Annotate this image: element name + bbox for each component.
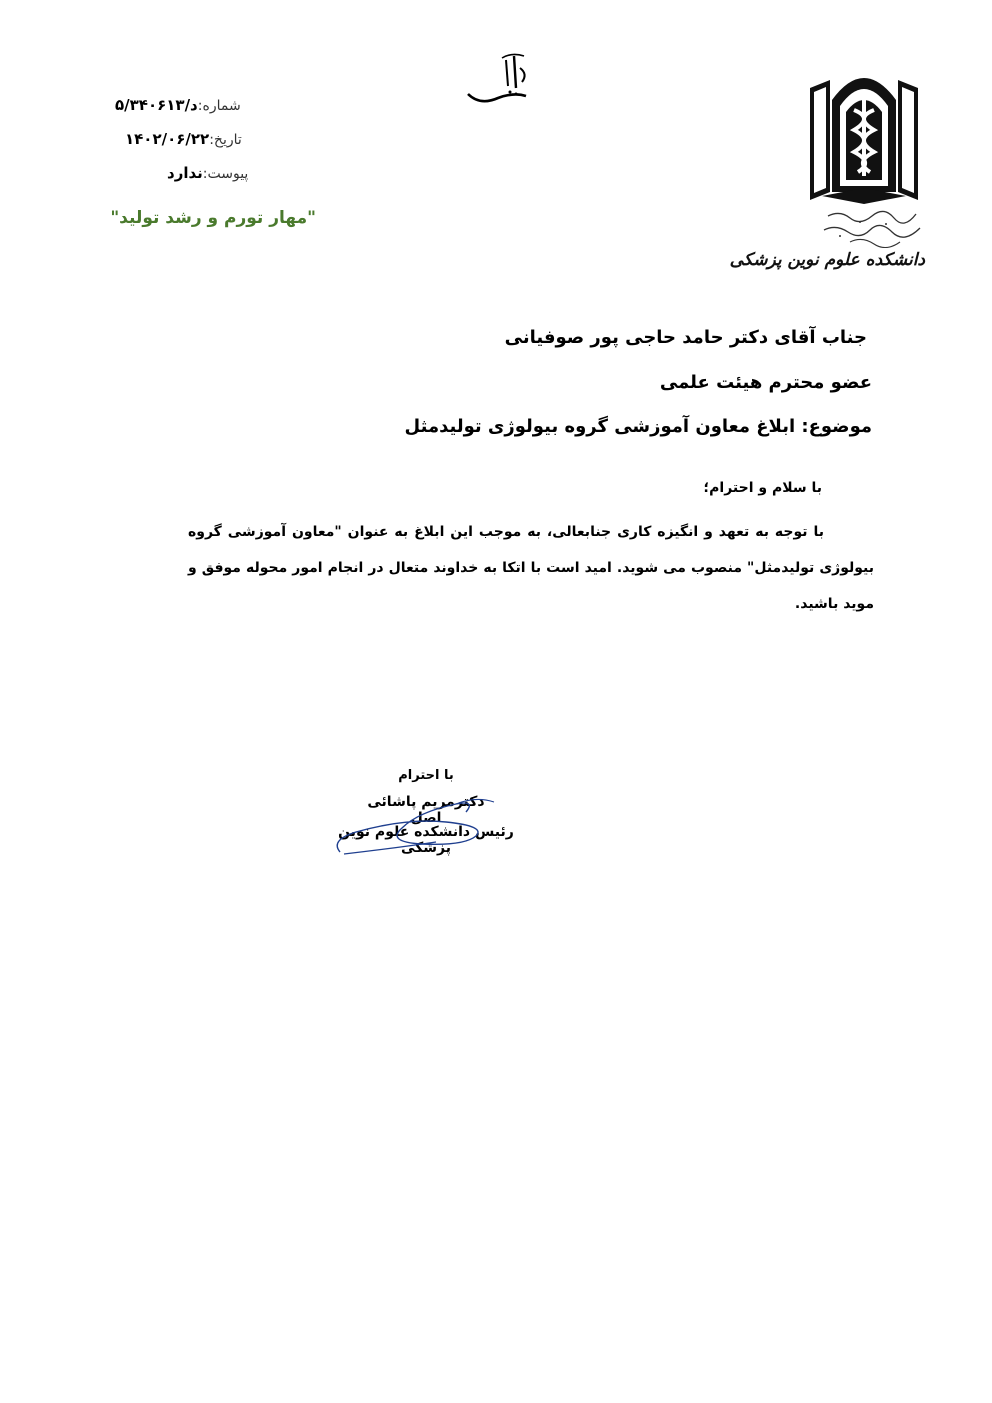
letter-body	[188, 514, 874, 622]
letter-body-text: با توجه به تعهد و انگیزه کاری جنابعالی، به موجب این ابلاغ به عنوان "معاون آموزشی گروه بیولوژی تولیدمثل" منصوب می شوید. امید است با اتکا به خداوند متعال در انجام امور محوله موفق و موید باشید.	[188, 524, 874, 612]
letter-number-label: شماره:	[197, 98, 241, 114]
signer-name: دکترمریم پاشائی اصل	[367, 794, 485, 826]
bismillah-calligraphy-icon	[462, 48, 534, 110]
signer-title: رئیس دانشکده علوم نوین پزشکی	[338, 824, 514, 856]
letter-date-value: ۱۴۰۲/۰۶/۲۲	[125, 130, 210, 148]
closing-phrase: با احترام	[398, 768, 454, 783]
letter-attachment-label: پیوست:	[202, 166, 249, 182]
letter-subject: موضوع: ابلاغ معاون آموزشی گروه بیولوژی تولیدمثل	[404, 416, 872, 437]
letter-number-row	[115, 96, 255, 126]
greeting: با سلام و احترام؛	[703, 480, 822, 496]
university-script-logo	[820, 208, 932, 248]
letter-attachment-row	[115, 164, 255, 194]
addressee: جناب آقای دکتر حامد حاجی پور صوفیانی	[504, 327, 867, 348]
letter-date-label: تاریخ:	[209, 132, 242, 148]
university-logo-icon	[808, 60, 920, 220]
letter-attachment-value: ندارد	[167, 164, 203, 182]
year-slogan: "مهار تورم و رشد تولید"	[110, 208, 316, 228]
letter-date-row	[115, 130, 255, 160]
letter-number-value: ۵/د/۳۴۰۶۱۳	[115, 96, 198, 114]
faculty-name: دانشکده علوم نوین پزشکی	[729, 250, 925, 270]
addressee-position: عضو محترم هیئت علمی	[659, 372, 872, 393]
